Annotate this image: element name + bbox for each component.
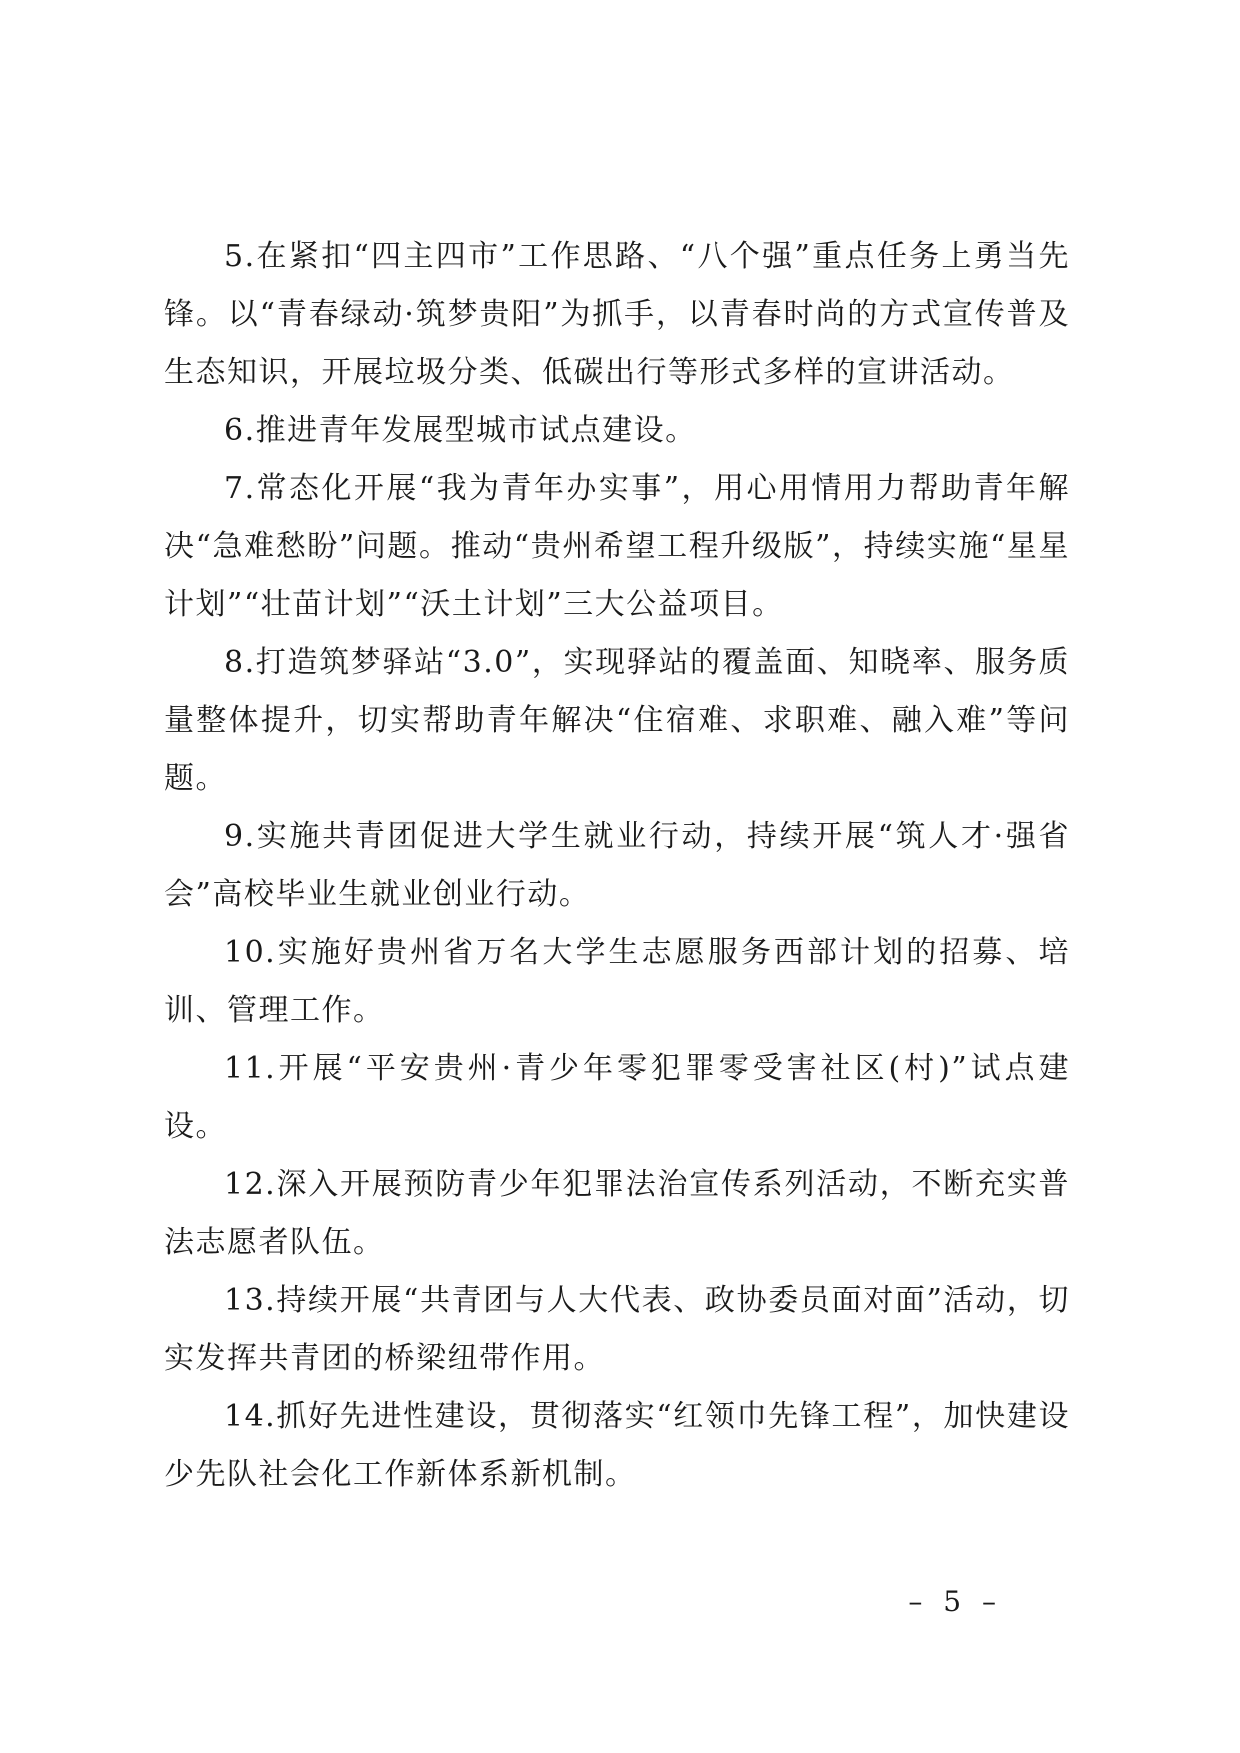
paragraph-item-14: 14.抓好先进性建设，贯彻落实“红领巾先锋工程”，加快建设少先队社会化工作新体系新机制。 [164, 1399, 1070, 1492]
paragraph-item-5: 5.在紧扣“四主四市”工作思路、“八个强”重点任务上勇当先锋。以“青春绿动·筑梦贵阳”为抓手，以青春时尚的方式宣传普及生态知识，开展垃圾分类、低碳出行等形式多样的宣讲活动。 [164, 239, 1070, 390]
paragraph-item-8: 8.打造筑梦驿站“3.0”，实现驿站的覆盖面、知晓率、服务质量整体提升，切实帮助青年解决“住宿难、求职难、融入难”等问题。 [164, 645, 1070, 796]
paragraph-item-12: 12.深入开展预防青少年犯罪法治宣传系列活动，不断充实普法志愿者队伍。 [164, 1167, 1070, 1260]
paragraph-item-7: 7.常态化开展“我为青年办实事”，用心用情用力帮助青年解决“急难愁盼”问题。推动“贵州希望工程升级版”，持续实施“星星计划”“壮苗计划”“沃土计划”三大公益项目。 [164, 471, 1070, 622]
paragraph-item-10: 10.实施好贵州省万名大学生志愿服务西部计划的招募、培训、管理工作。 [164, 935, 1070, 1028]
paragraph-item-6: 6.推进青年发展型城市试点建设。 [224, 413, 697, 448]
paragraph-item-11: 11.开展“平安贵州·青少年零犯罪零受害社区(村)”试点建设。 [164, 1051, 1070, 1144]
page-number: – 5 – [908, 1585, 1002, 1618]
paragraph-item-13: 13.持续开展“共青团与人大代表、政协委员面对面”活动，切实发挥共青团的桥梁纽带作用。 [164, 1283, 1070, 1376]
document-body [164, 228, 1070, 1504]
paragraph-item-9: 9.实施共青团促进大学生就业行动，持续开展“筑人才·强省会”高校毕业生就业创业行动。 [164, 819, 1070, 912]
